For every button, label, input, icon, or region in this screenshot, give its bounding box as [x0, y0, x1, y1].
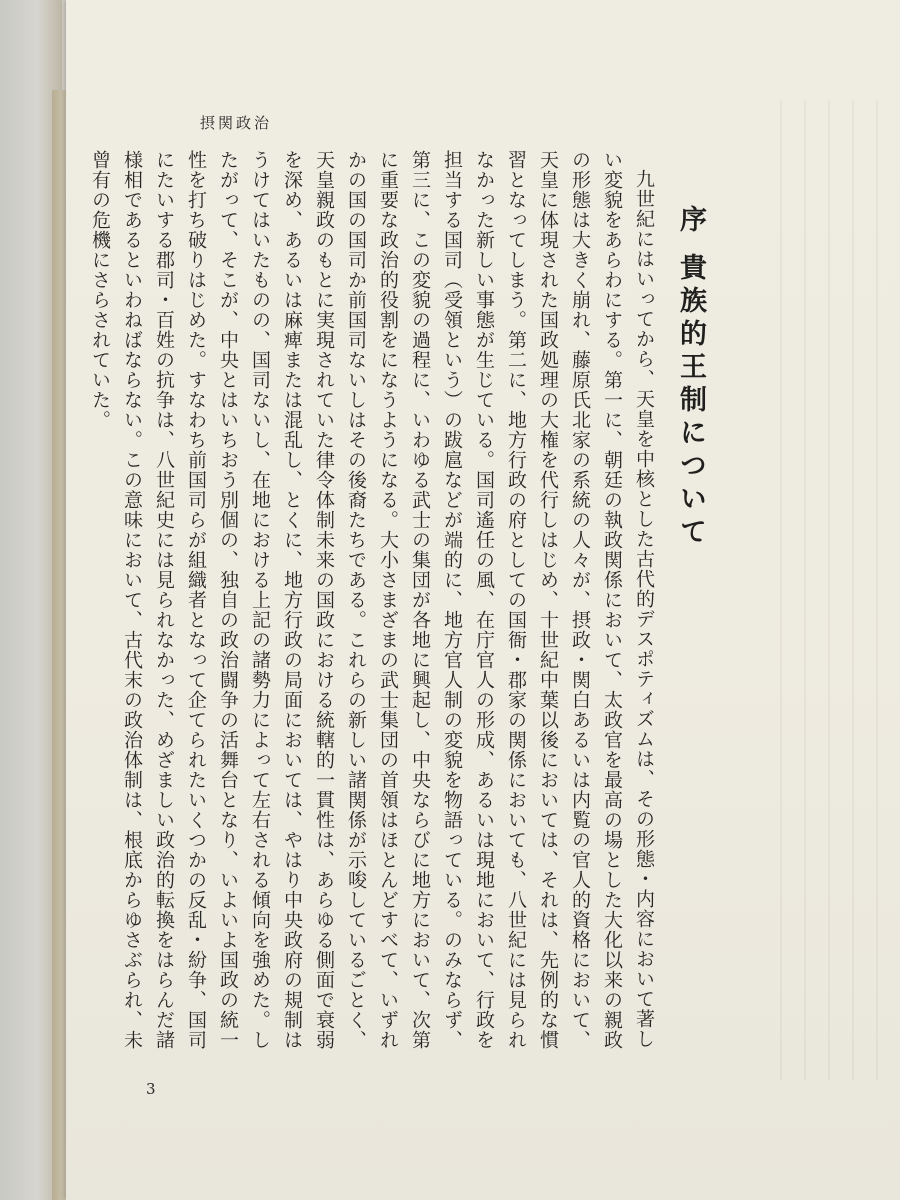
- running-head: 摂関政治: [200, 114, 273, 132]
- paragraph: 九世紀にはいってから、天皇を中核とした古代的デスポティズムは、その形態・内容において著しい変貌をあらわにする。第一に、朝廷の執政関係において、太政官を最高の場とした大化以来の親政の形態は大きく崩れ、藤原氏北家の系統の人々が、摂政・関白あるいは内覧の官人的資格において、天皇に体現された国政処理の大権を代行しはじめ、十世紀中葉以後においては、それは、先例的な慣習となってしまう。第二に、地方行政の府としての国衙・郡家の関係においても、八世紀には見られなかった新しい事態が生じている。国司遙任の風、在庁官人の形成、あるいは現地において、行政を担当する国司（受領という）の跋扈などが端的に、地方官人制の変貌を物語っている。のみならず、第三に、この変貌の過程に、いわゆる武士の集団が各地に興起し、中央ならびに地方において、次第に重要な政治的役割をになうようになる。大小さまざまの武士集団の首領はほとんどすべて、いずれかの国の国司か前国司ないしはその後裔たちである。これらの新しい諸関係が示唆しているごとく、天皇親政のもとに実現されていた律令体制未来の国政における統轄的一貫性は、あらゆる側面で衰弱を深め、あるいは麻痺または混乱し、とくに、地方行政の局面においては、やはり中央政府の規制はうけてはいたものの、国司ないし、在地における上記の諸勢力によって左右される傾向を強めた。したがって、そこが、中央とはいちおう別個の、独自の政治闘争の活舞台となり、いよいよ国政の統一性を打ち破りはじめた。すなわち前国司らが組織者となって企てられたいくつかの反乱・紛争、国司にたいする郡司・百姓の抗争は、八世紀史には見られなかった、めざましい政治的転換をはらんだ諸様相であるといわねばならない。この意味において、古代末の政治体制は、根底からゆさぶられ、未曾有の危機にさらされていた。: [89, 150, 655, 1050]
- bleed-through-text: [780, 100, 900, 1080]
- body-text: [89, 150, 660, 1050]
- page-number: 3: [146, 1080, 156, 1098]
- section-title: 序 貴族的王制について: [675, 205, 706, 551]
